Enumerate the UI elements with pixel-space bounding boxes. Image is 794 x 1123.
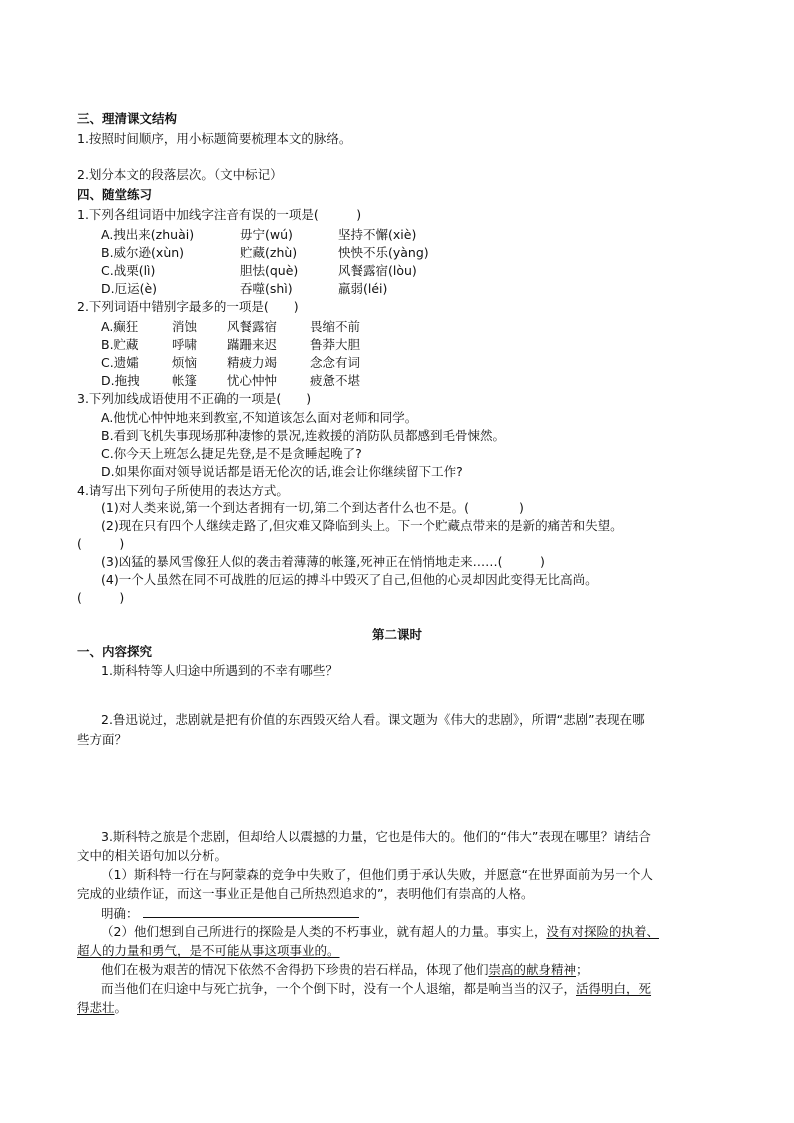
lesson2-question-2-line2: 些方面？ — [77, 732, 128, 747]
answer-2-line1-underlined: 没有对探险的执着、 — [546, 924, 659, 939]
q4-item-4: (4)一个人虽然在同不可战胜的厄运的搏斗中毁灭了自己,但他的心灵却因此变得无比高尚。 — [101, 572, 598, 587]
answer-4-underlined-1: 活得明白，死 — [576, 981, 652, 996]
q2-c-4: 念念有词 — [310, 355, 361, 370]
q4-item-3: (3)凶猛的暴风雪像狂人似的袭击着薄薄的帐篷,死神正在悄悄地走来……( ) — [101, 554, 545, 569]
section3-question-2: 2.划分本文的段落层次。（文中标记） — [77, 167, 283, 182]
lesson2-question-3-line1: 3.斯科特之旅是个悲剧，但却给人以震撼的力量，它也是伟大的。他们的“伟大”表现在哪里？请结合 — [101, 829, 651, 844]
answer-4-text: 而当他们在归途中与死亡抗争，一个个倒下时，没有一个人退缩，都是响当当的汉子， — [101, 981, 577, 996]
answer-1-line2: 完成的业绩作证，而这一事业正是他自己所热烈追求的”，表明他们有崇高的人格。 — [77, 886, 534, 901]
answer-1-line1: （1）斯科特一行在与阿蒙森的竞争中失败了，但他们勇于承认失败，并愿意“在世界面前为另一个人 — [101, 867, 653, 882]
answer-2-line1-text: （2）他们想到自己所进行的探险是人类的不朽事业，就有超人的力量。事实上， — [101, 924, 547, 939]
q1-option-d-3: 羸弱(léi) — [338, 281, 388, 296]
lesson2-title: 第二课时 — [371, 627, 422, 642]
q2-a-2: 消蚀 — [172, 319, 198, 334]
q1-option-d-1: D.厄运(è) — [101, 281, 158, 296]
section3-heading: 三、理清课文结构 — [77, 111, 178, 126]
q2-b-3: 蹣跚来迟 — [227, 337, 278, 352]
q1-option-c-2: 胆怯(què) — [240, 263, 299, 278]
q1-option-a-1: A.拽出来(zhuài) — [101, 227, 195, 242]
q1-option-b-3: 怏怏不乐(yàng) — [338, 245, 429, 260]
q2-b-4: 鲁莽大胆 — [310, 337, 361, 352]
q1-option-a-2: 毋宁(wú) — [240, 227, 293, 242]
q2-c-2: 烦恼 — [172, 355, 198, 370]
q1-option-d-2: 吞噬(shì) — [240, 281, 293, 296]
lesson2-heading: 一、内容探究 — [77, 644, 153, 659]
q4-item-1: (1)对人类来说,第一个到达者拥有一切,第二个到达者什么也不是。( ) — [101, 500, 524, 515]
answer-2-line1 — [101, 924, 659, 940]
q1-option-c-3: 风餐露宿(lòu) — [338, 263, 417, 278]
q4-item-2-blank: ( ) — [77, 536, 125, 551]
answer-4-underlined-2: 得悲壮 — [77, 1000, 115, 1015]
q2-b-1: B.贮藏 — [101, 337, 139, 352]
answer-3-underlined: 崇高的献身精神 — [488, 962, 577, 977]
q2-c-3: 精疲力竭 — [227, 355, 278, 370]
answer-3-end: ； — [576, 962, 589, 977]
lesson2-question-3-line2: 文中的相关语句加以分析。 — [77, 848, 228, 863]
lesson2-question-1: 1.斯科特等人归途中所遇到的不幸有哪些？ — [101, 663, 338, 678]
q3-option-a: A.他忧心忡忡地来到教室,不知道该怎么面对老师和同学。 — [101, 410, 418, 425]
q4-stem: 4.请写出下列句子所使用的表达方式。 — [77, 483, 289, 498]
q1-stem: 1.下列各组词语中加线字注音有误的一项是( ) — [77, 207, 362, 222]
section3-question-1: 1.按照时间顺序，用小标题简要梳理本文的脉络。 — [77, 131, 352, 146]
q1-option-b-1: B.威尔逊(xùn) — [101, 245, 185, 260]
q2-a-4: 畏缩不前 — [310, 319, 361, 334]
q1-option-c-1: C.战栗(lì) — [101, 263, 156, 278]
q1-option-b-2: 贮藏(zhù) — [240, 245, 298, 260]
answer-4-line2 — [77, 1000, 127, 1016]
answer-4-line1 — [101, 981, 651, 997]
q2-d-1: D.拖拽 — [101, 373, 140, 388]
q3-option-c: C.你今天上班怎么捷足先登,是不是贪睡起晚了? — [101, 446, 362, 461]
clarify-row — [101, 905, 359, 922]
q1-option-a-3: 坚持不懈(xiè) — [338, 227, 417, 242]
q2-d-3: 忧心忡忡 — [227, 373, 278, 388]
q2-a-3: 风餐露宿 — [227, 319, 278, 334]
answer-4-end: 。 — [114, 1000, 128, 1015]
q3-stem: 3.下列加线成语使用不正确的一项是( ) — [77, 391, 312, 406]
q2-c-1: C.遗孀 — [101, 355, 139, 370]
q2-b-2: 呼啸 — [172, 337, 198, 352]
q4-item-2: (2)现在只有四个人继续走路了,但灾难又降临到头上。下一个贮藏点带来的是新的痛苦和失望。 — [101, 518, 623, 533]
clarify-answer-blank[interactable] — [143, 905, 359, 918]
q4-item-4-blank: ( ) — [77, 590, 125, 605]
q2-d-2: 帐篷 — [172, 373, 198, 388]
answer-3-line — [101, 962, 589, 978]
clarify-label: 明确： — [101, 906, 139, 921]
answer-2-line2 — [77, 943, 340, 959]
lesson2-question-2-line1: 2.鲁迅说过，悲剧就是把有价值的东西毁灭给人看。课文题为《伟大的悲剧》，所谓“悲剧”表现在哪 — [101, 712, 645, 727]
q2-d-4: 疲惫不堪 — [310, 373, 361, 388]
q2-stem: 2.下列词语中错别字最多的一项是( ) — [77, 299, 299, 314]
q3-option-b: B.看到飞机失事现场那种凄惨的景况,连救援的消防队员都感到毛骨悚然。 — [101, 428, 506, 443]
answer-3-text: 他们在极为艰苦的情况下依然不舍得扔下珍贵的岩石样品，体现了他们 — [101, 962, 489, 977]
section4-heading: 四、随堂练习 — [77, 187, 153, 202]
q2-a-1: A.癫狂 — [101, 319, 139, 334]
answer-2-line2-underlined: 超人的力量和勇气，是不可能从事这项事业的。 — [77, 943, 340, 958]
q3-option-d: D.如果你面对领导说话都是语无伦次的话,谁会让你继续留下工作? — [101, 464, 463, 479]
